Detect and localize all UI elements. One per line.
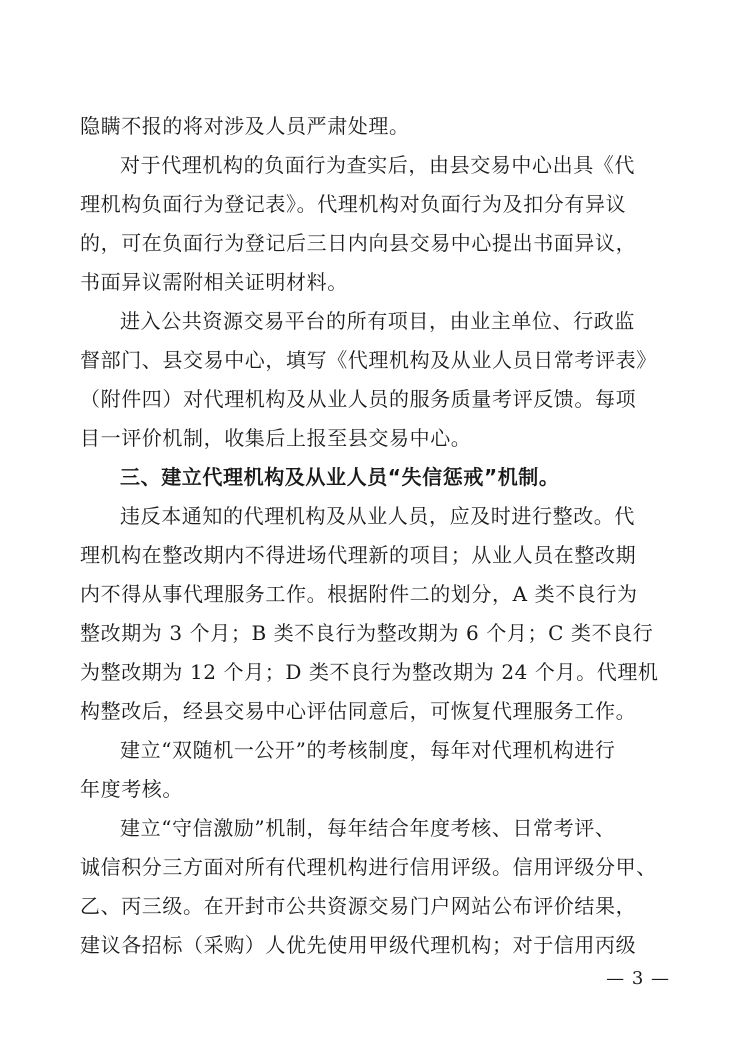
text-line: 督部门、县交易中心，填写《代理机构及从业人员日常考评表》 bbox=[80, 348, 657, 372]
text-line: 进入公共资源交易平台的所有项目，由业主单位、行政监 bbox=[120, 309, 635, 333]
text-line: 书面异议需附相关证明材料。 bbox=[80, 270, 348, 294]
text-line: 建立“守信激励”机制，每年结合年度考核、日常考评、 bbox=[120, 816, 616, 840]
text-line: 建议各招标（采购）人优先使用甲级代理机构；对于信用丙级 bbox=[80, 933, 637, 957]
text-line: 乙、丙三级。在开封市公共资源交易门户网站公布评价结果， bbox=[80, 894, 637, 918]
text-line: 诚信积分三方面对所有代理机构进行信用评级。信用评级分甲、 bbox=[80, 855, 657, 879]
text-line: 建立“双随机一公开”的考核制度，每年对代理机构进行 bbox=[120, 738, 616, 762]
text-line: 构整改后，经县交易中心评估同意后，可恢复代理服务工作。 bbox=[80, 699, 637, 723]
text-line: 对于代理机构的负面行为查实后，由县交易中心出具《代 bbox=[120, 153, 635, 177]
text-line: （附件四）对代理机构及从业人员的服务质量考评反馈。每项 bbox=[80, 387, 637, 411]
text-line: 违反本通知的代理机构及从业人员，应及时进行整改。代 bbox=[120, 504, 635, 528]
text-line: 理机构在整改期内不得进场代理新的项目；从业人员在整改期 bbox=[80, 543, 637, 567]
section-heading: 三、建立代理机构及从业人员“失信惩戒”机制。 bbox=[120, 465, 560, 489]
text-line: 理机构负面行为登记表》。代理机构对负面行为及扣分有异议 bbox=[80, 192, 627, 216]
text-line: 目一评价机制，收集后上报至县交易中心。 bbox=[80, 426, 472, 450]
text-line: 隐瞒不报的将对涉及人员严肃处理。 bbox=[80, 114, 410, 138]
text-line: 整改期为 3 个月；B 类不良行为整改期为 6 个月；C 类不良行 bbox=[80, 621, 654, 645]
text-line: 年度考核。 bbox=[80, 777, 183, 801]
text-line: 的，可在负面行为登记后三日内向县交易中心提出书面异议， bbox=[80, 231, 637, 255]
text-line: 内不得从事代理服务工作。根据附件二的划分，A 类不良行为 bbox=[80, 582, 638, 606]
page-number: — 3 — bbox=[606, 968, 670, 989]
text-line: 为整改期为 12 个月；D 类不良行为整改期为 24 个月。代理机 bbox=[80, 660, 659, 684]
